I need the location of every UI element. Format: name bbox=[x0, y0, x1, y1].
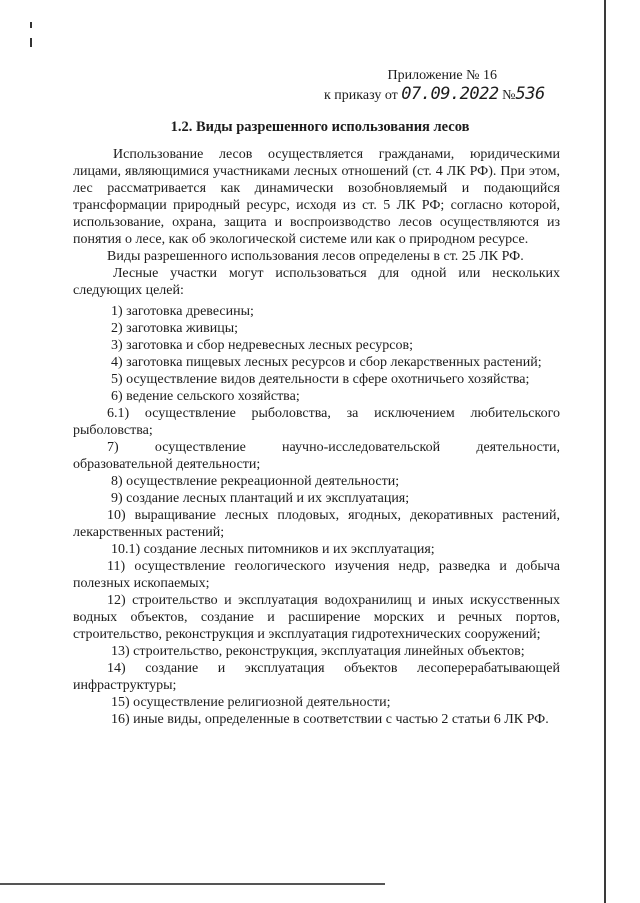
scan-edge-bottom bbox=[0, 883, 385, 885]
list-item: 3) заготовка и сбор недревесных лесных ресурсов; bbox=[111, 338, 413, 353]
scan-mark bbox=[30, 38, 32, 47]
list-item: 13) строительство, реконструкция, эксплуатация линейных объектов; bbox=[111, 644, 525, 659]
order-date: 07.09.2022 bbox=[401, 84, 499, 104]
order-prefix: к приказу от bbox=[324, 88, 398, 103]
list-item: 15) осуществление религиозной деятельности; bbox=[111, 695, 391, 710]
list-item: 7) осуществление научно-исследовательской деятельности, образовательной деятельности; bbox=[73, 440, 560, 472]
appendix-label: Приложение № 16 bbox=[387, 68, 497, 83]
list-item: 12) строительство и эксплуатация водохранилищ и иных искусственных водных объектов, создание и расширение морских и речных портов, строительство, реконструкция и эксплуатация гидротехнических сооружений; bbox=[73, 593, 560, 642]
list-item: 10) выращивание лесных плодовых, ягодных, декоративных растений, лекарственных растений; bbox=[73, 508, 560, 540]
order-number-label: № bbox=[502, 88, 516, 103]
paragraph-purposes: Лесные участки могут использоваться для одной или нескольких следующих целей: bbox=[73, 266, 560, 298]
list-item: 1) заготовка древесины; bbox=[111, 304, 254, 319]
list-item: 6.1) осуществление рыболовства, за исключением любительского рыболовства; bbox=[73, 406, 560, 438]
intro-paragraph: Использование лесов осуществляется гражданами, юридическими лицами, являющимися участниками лесных отношений (ст. 4 ЛК РФ). При этом, лес рассматривается как динамически возобновляемый и подающийся трансформации природный ресурс, исходя из ст. 5 ЛК РФ; согласно которой, использование, охрана, защита и воспроизводство лесов осуществляются из понятия о лесе, как об экологической системе или как о природном ресурсе. bbox=[73, 147, 560, 247]
list-item: 5) осуществление видов деятельности в сфере охотничьего хозяйства; bbox=[111, 372, 530, 387]
list-item: 4) заготовка пищевых лесных ресурсов и сбор лекарственных растений; bbox=[111, 355, 542, 370]
list-item: 11) осуществление геологического изучения недр, разведка и добыча полезных ископаемых; bbox=[73, 559, 560, 591]
order-reference bbox=[324, 86, 545, 104]
list-item: 10.1) создание лесных питомников и их эксплуатация; bbox=[111, 542, 435, 557]
section-title: 1.2. Виды разрешенного использования лесов bbox=[170, 119, 470, 135]
list-item: 14) создание и эксплуатация объектов лесоперерабатывающей инфраструктуры; bbox=[73, 661, 560, 693]
paragraph-types: Виды разрешенного использования лесов определены в ст. 25 ЛК РФ. bbox=[107, 249, 524, 264]
order-number: 536 bbox=[515, 84, 545, 104]
list-item: 8) осуществление рекреационной деятельности; bbox=[111, 474, 400, 489]
list-item: 2) заготовка живицы; bbox=[111, 321, 239, 336]
list-item: 6) ведение сельского хозяйства; bbox=[111, 389, 300, 404]
document-body bbox=[73, 146, 560, 728]
list-item: 16) иные виды, определенные в соответствии с частью 2 статьи 6 ЛК РФ. bbox=[111, 712, 549, 727]
list-item: 9) создание лесных плантаций и их эксплуатация; bbox=[111, 491, 410, 506]
scan-mark bbox=[30, 22, 32, 28]
